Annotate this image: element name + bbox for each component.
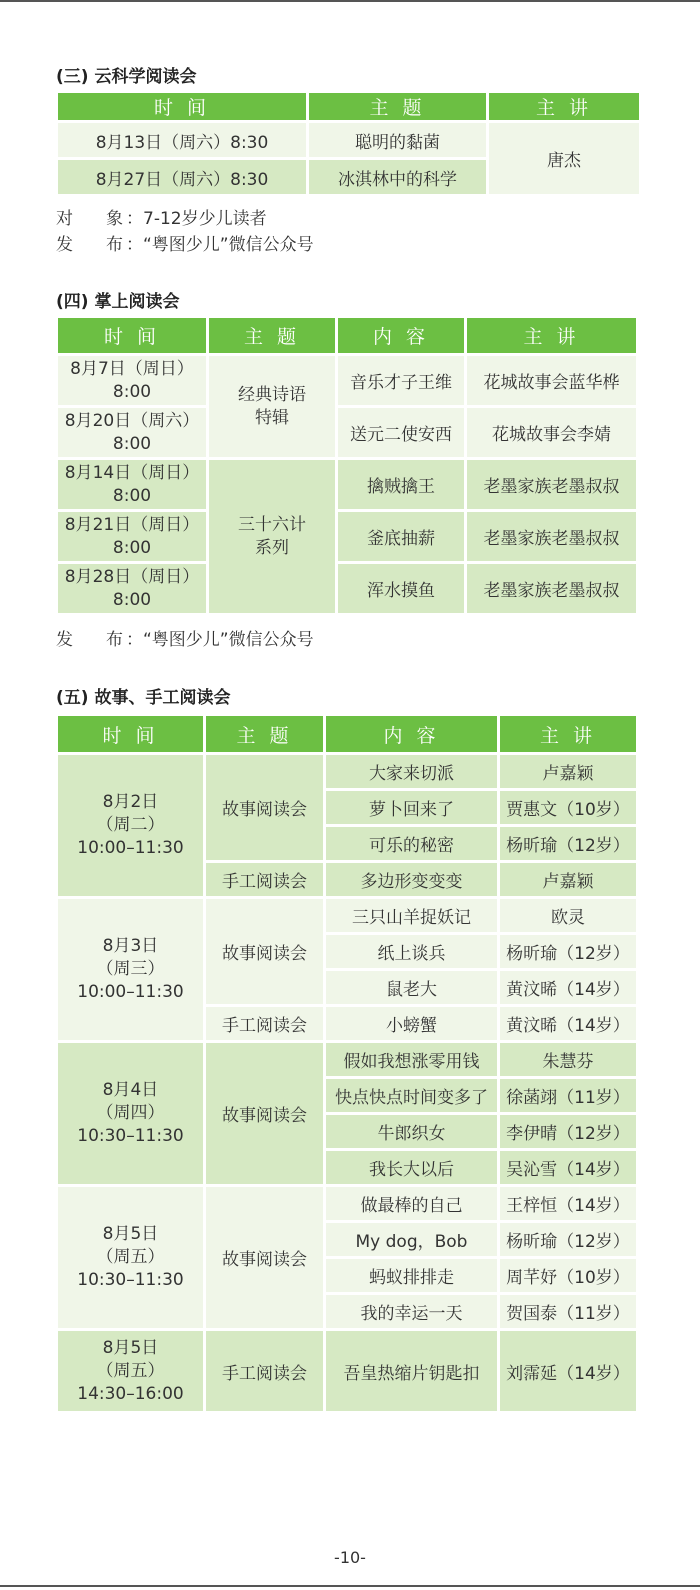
- speaker-cell: 黄汶晞（14岁）: [500, 1007, 636, 1040]
- content-cell: 我的幸运一天: [326, 1295, 497, 1328]
- column-header: 主 讲: [489, 93, 639, 120]
- content-cell: 萝卜回来了: [326, 791, 497, 824]
- column-header: 内 容: [338, 318, 464, 353]
- top-border-line: [0, 0, 700, 2]
- speaker-cell: 老墨家族老墨叔叔: [467, 564, 636, 613]
- topic-cell: 冰淇林中的科学: [309, 160, 486, 194]
- speaker-cell: 刘霈延（14岁）: [500, 1331, 636, 1411]
- content-cell: 送元二使安西: [338, 408, 464, 457]
- content-cell: 蚂蚁排排走: [326, 1259, 497, 1292]
- note-line: 对 象 ：7-12岁少儿读者: [56, 209, 267, 229]
- time-cell: 8月7日（周日） 8:00: [58, 356, 206, 405]
- speaker-cell: 卢嘉颖: [500, 755, 636, 788]
- speaker-cell: 杨昕瑜（12岁）: [500, 935, 636, 968]
- speaker-cell: 老墨家族老墨叔叔: [467, 460, 636, 509]
- speaker-cell: 吴沁雪（14岁）: [500, 1151, 636, 1184]
- speaker-cell: 唐杰: [489, 123, 639, 194]
- content-cell: 做最棒的自己: [326, 1187, 497, 1220]
- section-title: (三) 云科学阅读会: [56, 67, 197, 87]
- column-header: 主 题: [206, 716, 323, 752]
- speaker-cell: 杨昕瑜（12岁）: [500, 827, 636, 860]
- content-cell: 假如我想涨零用钱: [326, 1043, 497, 1076]
- time-cell: 8月27日（周六）8:30: [58, 160, 306, 194]
- content-cell: 小螃蟹: [326, 1007, 497, 1040]
- page-number: -10-: [334, 1548, 366, 1567]
- speaker-cell: 花城故事会蓝华桦: [467, 356, 636, 405]
- content-cell: 鼠老大: [326, 971, 497, 1004]
- theme-cell: 手工阅读会: [206, 863, 323, 896]
- speaker-cell: 徐菡翊（11岁）: [500, 1079, 636, 1112]
- speaker-cell: 李伊晴（12岁）: [500, 1115, 636, 1148]
- content-cell: 我长大以后: [326, 1151, 497, 1184]
- theme-cell: 故事阅读会: [206, 1043, 323, 1184]
- speaker-cell: 花城故事会李婧: [467, 408, 636, 457]
- content-cell: 牛郎织女: [326, 1115, 497, 1148]
- theme-cell: 故事阅读会: [206, 755, 323, 860]
- theme-cell: 故事阅读会: [206, 899, 323, 1004]
- time-cell: 8月14日（周日） 8:00: [58, 460, 206, 509]
- theme-cell: 故事阅读会: [206, 1187, 323, 1328]
- schedule-table-cloud-science: [55, 90, 642, 197]
- content-cell: 大家来切派: [326, 755, 497, 788]
- column-header: 时 间: [58, 318, 206, 353]
- column-header: 时 间: [58, 93, 306, 120]
- column-header: 主 题: [309, 93, 486, 120]
- speaker-cell: 朱慧芬: [500, 1043, 636, 1076]
- content-cell: My dog，Bob: [326, 1223, 497, 1256]
- time-cell: 8月4日 （周四） 10:30–11:30: [58, 1043, 203, 1184]
- schedule-table-palm-reading: [55, 315, 639, 616]
- theme-cell: 手工阅读会: [206, 1007, 323, 1040]
- content-cell: 擒贼擒王: [338, 460, 464, 509]
- content-cell: 多边形变变变: [326, 863, 497, 896]
- section-title: (五) 故事、手工阅读会: [56, 688, 231, 708]
- time-cell: 8月13日（周六）8:30: [58, 123, 306, 157]
- time-cell: 8月20日（周六） 8:00: [58, 408, 206, 457]
- time-cell: 8月5日 （周五） 14:30–16:00: [58, 1331, 203, 1411]
- speaker-cell: 欧灵: [500, 899, 636, 932]
- column-header: 内 容: [326, 716, 497, 752]
- column-header: 主 讲: [500, 716, 636, 752]
- note-line: 发 布 ：“粤图少儿”微信公众号: [56, 235, 314, 255]
- time-cell: 8月28日（周日） 8:00: [58, 564, 206, 613]
- content-cell: 快点快点时间变多了: [326, 1079, 497, 1112]
- content-cell: 三只山羊捉妖记: [326, 899, 497, 932]
- content-cell: 釜底抽薪: [338, 512, 464, 561]
- column-header: 主 讲: [467, 318, 636, 353]
- speaker-cell: 卢嘉颖: [500, 863, 636, 896]
- section-title: (四) 掌上阅读会: [56, 292, 180, 312]
- content-cell: 纸上谈兵: [326, 935, 497, 968]
- theme-cell: 经典诗语 特辑: [209, 356, 335, 457]
- speaker-cell: 贾惠文（10岁）: [500, 791, 636, 824]
- speaker-cell: 周芊妤（10岁）: [500, 1259, 636, 1292]
- time-cell: 8月21日（周日） 8:00: [58, 512, 206, 561]
- column-header: 时 间: [58, 716, 203, 752]
- column-header: 主 题: [209, 318, 335, 353]
- time-cell: 8月5日 （周五） 10:30–11:30: [58, 1187, 203, 1328]
- content-cell: 吾皇热缩片钥匙扣: [326, 1331, 497, 1411]
- theme-cell: 三十六计 系列: [209, 460, 335, 613]
- topic-cell: 聪明的黏菌: [309, 123, 486, 157]
- content-cell: 浑水摸鱼: [338, 564, 464, 613]
- content-cell: 可乐的秘密: [326, 827, 497, 860]
- bottom-border-line: [0, 1585, 700, 1587]
- time-cell: 8月2日 （周二） 10:00–11:30: [58, 755, 203, 896]
- speaker-cell: 老墨家族老墨叔叔: [467, 512, 636, 561]
- schedule-table-story-craft: [55, 713, 639, 1414]
- content-cell: 音乐才子王维: [338, 356, 464, 405]
- speaker-cell: 杨昕瑜（12岁）: [500, 1223, 636, 1256]
- time-cell: 8月3日 （周三） 10:00–11:30: [58, 899, 203, 1040]
- speaker-cell: 黄汶晞（14岁）: [500, 971, 636, 1004]
- speaker-cell: 王梓恒（14岁）: [500, 1187, 636, 1220]
- theme-cell: 手工阅读会: [206, 1331, 323, 1411]
- speaker-cell: 贺国泰（11岁）: [500, 1295, 636, 1328]
- note-line: 发 布 ：“粤图少儿”微信公众号: [56, 630, 314, 650]
